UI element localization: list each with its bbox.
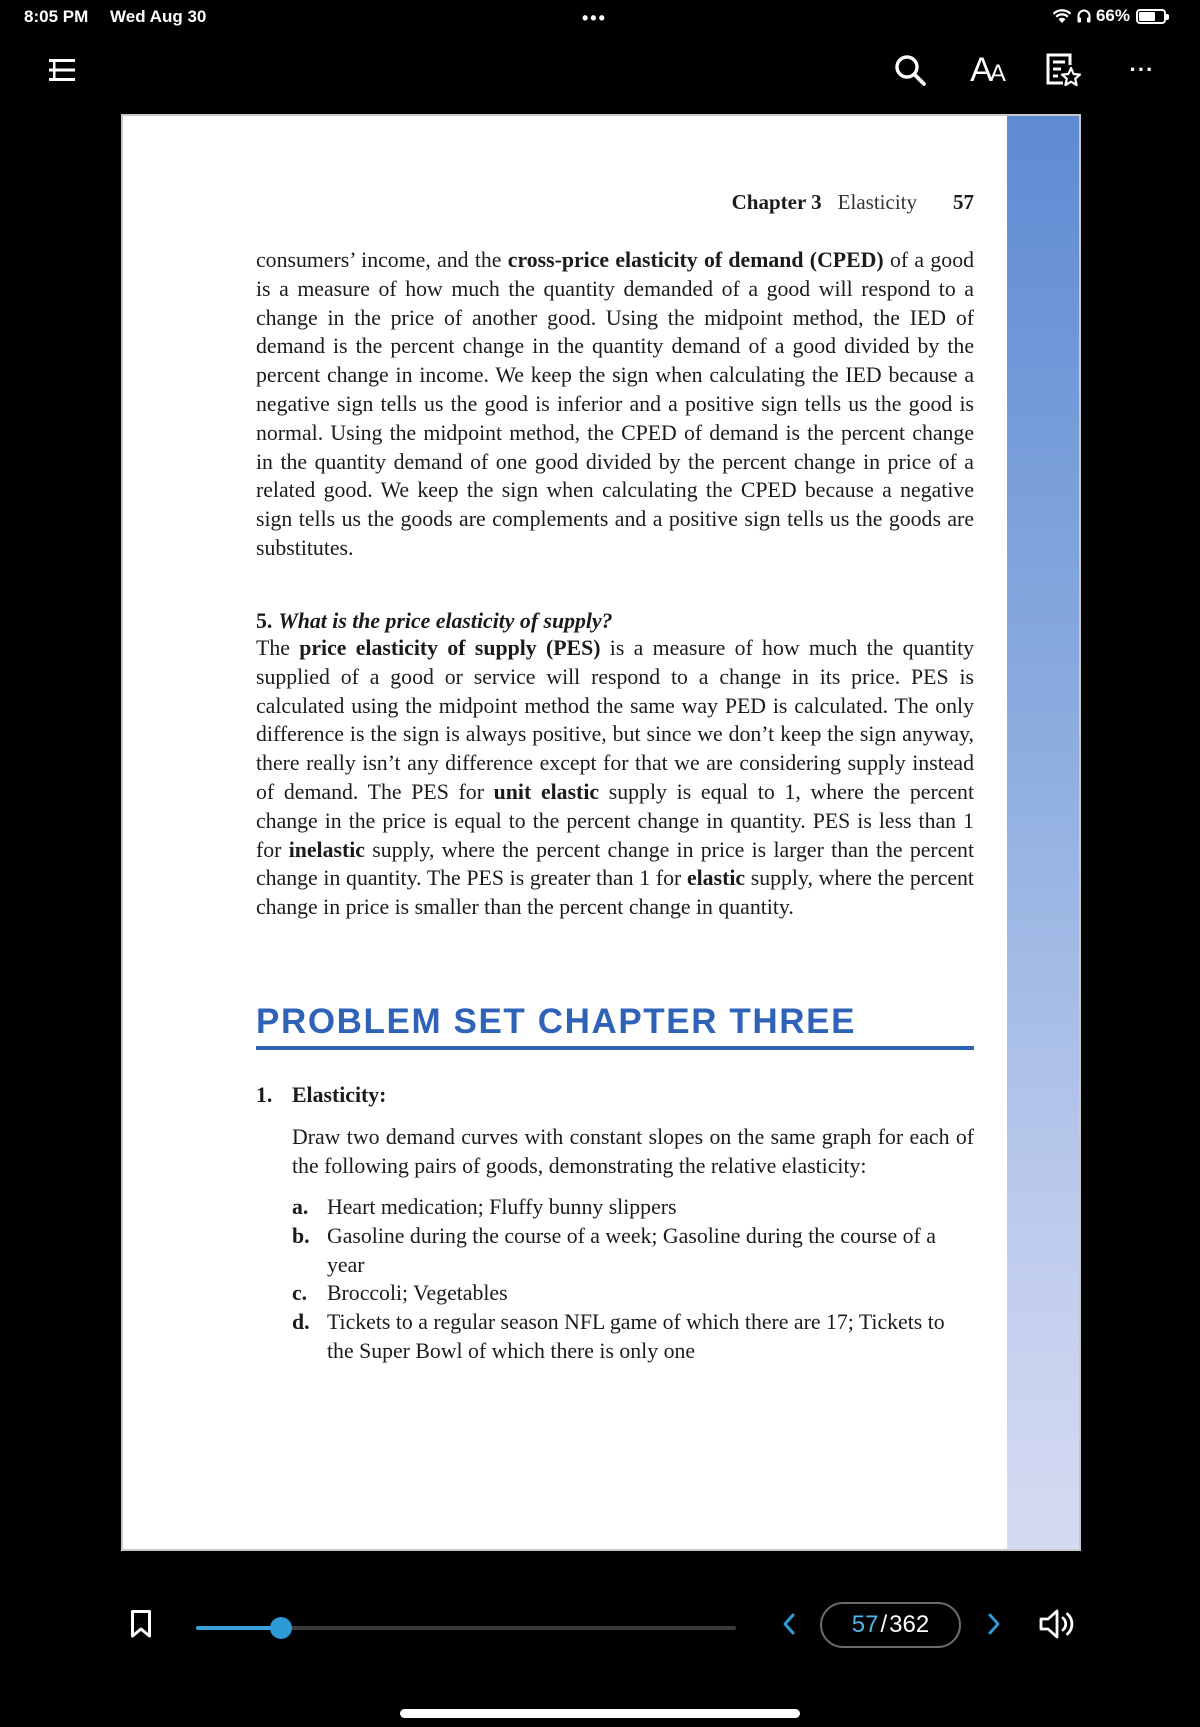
bookmark-star-icon	[1043, 51, 1081, 89]
page-progress-slider[interactable]	[196, 1626, 736, 1630]
text-run: is a measure of how much the quantity supplied of a good or service will respond to a change in its price. PES is calculated using the midpoint method the same way PED is calculated. The only difference is the sign is always positive, but since we don’t keep the sign anyway, there really isn’t any difference except for that we are considering supply instead of demand. The PES for	[256, 636, 975, 804]
text-run: consumers’ income, and the	[256, 248, 508, 272]
text-run: of a good is a measure of how much the quantity demanded of a good will respond to a change in the price of another good. Using the midpoint method, the IED of demand is the percent change in the quantity demand of a good divided by the percent change in income. We keep the sign when calculating the IED because a negative sign tells us the good is inferior and a positive sign tells us the good is normal. Using the midpoint method, the CPED of demand is the percent change in the quantity demand of one good divided by the percent change in price of a related good. We keep the sign when calculating the CPED because a negative sign tells us the goods are complements and a positive sign tells us the goods are substitutes.	[256, 248, 974, 560]
problem-item-text: Gasoline during the course of a week; Gasoline during the course of a year	[327, 1223, 936, 1277]
problem-item	[292, 1279, 974, 1308]
battery-level	[1139, 12, 1155, 21]
key-term: inelastic	[288, 837, 365, 862]
bookmarks-list-button[interactable]	[1040, 48, 1084, 92]
status-date: Wed Aug 30	[110, 7, 207, 26]
battery-icon	[1136, 9, 1166, 24]
paragraph-income-cross-price	[256, 246, 974, 563]
battery-percent: 66%	[1095, 6, 1130, 25]
progress-fill	[196, 1626, 281, 1630]
text-run: supply, where the percent change in price is larger than the percent change in quantity. The PES is greater than 1 for	[256, 837, 974, 891]
page-margin-stripe	[1007, 116, 1079, 1549]
speaker-icon	[1038, 1608, 1076, 1640]
problem-item-letter: c.	[292, 1281, 308, 1306]
chevron-left-icon	[781, 1612, 797, 1636]
previous-page-button[interactable]	[776, 1604, 802, 1644]
text-size-button[interactable]	[964, 48, 1012, 92]
table-of-contents-button[interactable]	[40, 48, 84, 92]
progress-thumb[interactable]	[270, 1617, 292, 1639]
status-bar	[0, 0, 1200, 34]
text-run: supply, where the percent change in price is smaller than the percent change in quantity.	[256, 866, 974, 920]
reader-navigation-bar	[0, 1560, 1200, 1727]
book-page	[121, 114, 1081, 1551]
problem-number: 1.	[256, 1083, 273, 1107]
page-number: 57	[953, 190, 974, 214]
problem-item	[292, 1193, 974, 1222]
problem-set-heading: PROBLEM SET CHAPTER THREE	[256, 1002, 857, 1041]
text-run: supply is equal to 1, where the percent change in the price is equal to the percent change in quantity. PES is less than 1 for	[256, 779, 975, 862]
problem-items	[292, 1193, 974, 1366]
headphones-icon	[1076, 8, 1092, 24]
problem-title: Elasticity:	[292, 1083, 387, 1107]
total-pages: 362	[889, 1611, 930, 1638]
problem-description: Draw two demand curves with constant slopes on the same graph for each of the following pairs of goods, demonstrating the relative elasticity:	[292, 1125, 974, 1178]
question-number: 5.	[256, 609, 273, 633]
problem-item	[292, 1308, 974, 1366]
problem-item-text: Heart medication; Fluffy bunny slippers	[327, 1195, 677, 1219]
current-page: 57	[851, 1611, 879, 1638]
key-term: unit elastic	[493, 779, 600, 804]
key-term: price elasticity of supply (PES)	[299, 636, 601, 660]
list-menu-icon	[47, 56, 77, 84]
question-heading	[256, 607, 613, 636]
search-button[interactable]	[888, 48, 932, 92]
multitasking-dots[interactable]: •••	[582, 8, 607, 28]
problem-item-letter: b.	[292, 1223, 310, 1248]
page-indicator[interactable]	[820, 1602, 961, 1648]
problem-item-letter: d.	[292, 1310, 310, 1335]
question-text: What is the price elasticity of supply?	[278, 609, 613, 633]
chevron-right-icon	[986, 1612, 1002, 1636]
problem-item-text: Tickets to a regular season NFL game of which there are 17; Tickets to the Super Bowl of which there is only one	[327, 1310, 945, 1363]
status-indicators	[1052, 6, 1166, 26]
search-icon	[893, 53, 927, 87]
next-page-button[interactable]	[981, 1604, 1007, 1644]
status-time: 8:05 PM	[24, 7, 89, 26]
wifi-icon	[1052, 8, 1072, 24]
paragraph-price-elasticity-supply	[256, 634, 974, 922]
problem-item	[292, 1222, 974, 1280]
running-head	[732, 190, 974, 215]
text-run: The	[256, 636, 300, 660]
text-size-icon: AA	[970, 50, 1006, 89]
problem-item-letter: a.	[292, 1195, 309, 1219]
read-aloud-button[interactable]	[1036, 1604, 1078, 1644]
more-options-button[interactable]: ···	[1129, 57, 1155, 82]
bookmark-icon	[130, 1609, 152, 1639]
problem-item-text: Broccoli; Vegetables	[327, 1281, 508, 1306]
chapter-label: Chapter 3	[731, 190, 822, 214]
reader-toolbar	[0, 34, 1200, 108]
chapter-title: Elasticity	[837, 190, 917, 214]
home-indicator[interactable]	[400, 1709, 800, 1718]
bookmark-button[interactable]	[126, 1604, 156, 1644]
page-separator: /	[880, 1611, 888, 1638]
heading-rule	[256, 1046, 974, 1050]
key-term: elastic	[686, 866, 746, 891]
key-term: cross-price elasticity of demand (CPED)	[507, 248, 884, 272]
